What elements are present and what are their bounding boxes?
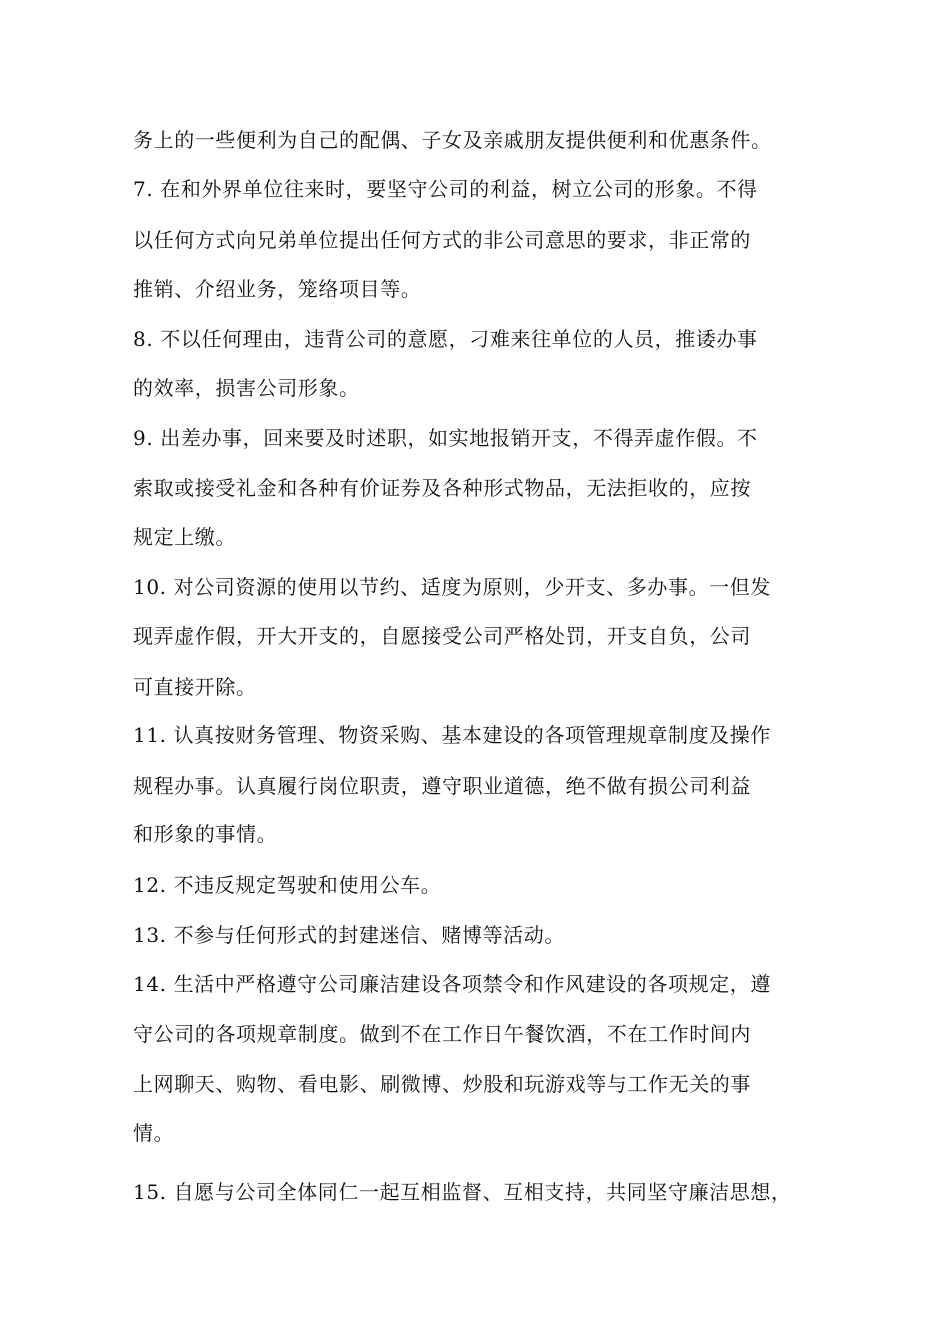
text-line: 以任何方式向兄弟单位提出任何方式的非公司意思的要求，非正常的	[133, 228, 751, 252]
text-line: 规定上缴。	[133, 525, 236, 549]
text-line: 守公司的各项规章制度。做到不在工作日午餐饮酒，不在工作时间内	[133, 1022, 751, 1046]
text-line: 8. 不以任何理由，违背公司的意愿，刁难来往单位的人员，推诿办事	[133, 327, 758, 351]
text-line: 7. 在和外界单位往来时，要坚守公司的利益，树立公司的形象。不得	[133, 177, 758, 201]
text-line: 和形象的事情。	[133, 822, 278, 846]
text-line: 规程办事。认真履行岗位职责，遵守职业道德，绝不做有损公司利益	[133, 774, 751, 798]
text-line: 12. 不违反规定驾驶和使用公车。	[133, 873, 442, 897]
text-line: 务上的一些便利为自己的配偶、子女及亲戚朋友提供便利和优惠条件。	[133, 128, 772, 152]
text-line: 13. 不参与任何形式的封建迷信、赌博等活动。	[133, 923, 565, 947]
text-line: 现弄虚作假，开大开支的，自愿接受公司严格处罚，开支自负，公司	[133, 624, 751, 648]
text-line: 11. 认真按财务管理、物资采购、基本建设的各项管理规章制度及操作	[133, 723, 771, 747]
text-line: 的效率，损害公司形象。	[133, 376, 360, 400]
text-line: 9. 出差办事，回来要及时述职，如实地报销开支，不得弄虚作假。不	[133, 426, 758, 450]
text-line: 15. 自愿与公司全体同仁一起互相监督、互相支持，共同坚守廉洁思想，	[133, 1180, 792, 1204]
text-line: 14. 生活中严格遵守公司廉洁建设各项禁令和作风建设的各项规定，遵	[133, 972, 771, 996]
text-line: 推销、介绍业务，笼络项目等。	[133, 277, 422, 301]
text-line: 上网聊天、购物、看电影、刷微博、炒股和玩游戏等与工作无关的事	[133, 1072, 751, 1096]
text-line: 索取或接受礼金和各种有价证券及各种形式物品，无法拒收的，应按	[133, 476, 751, 500]
text-line: 10. 对公司资源的使用以节约、适度为原则，少开支、多办事。一但发	[133, 575, 771, 599]
text-line: 情。	[133, 1121, 175, 1145]
text-line: 可直接开除。	[133, 675, 257, 699]
